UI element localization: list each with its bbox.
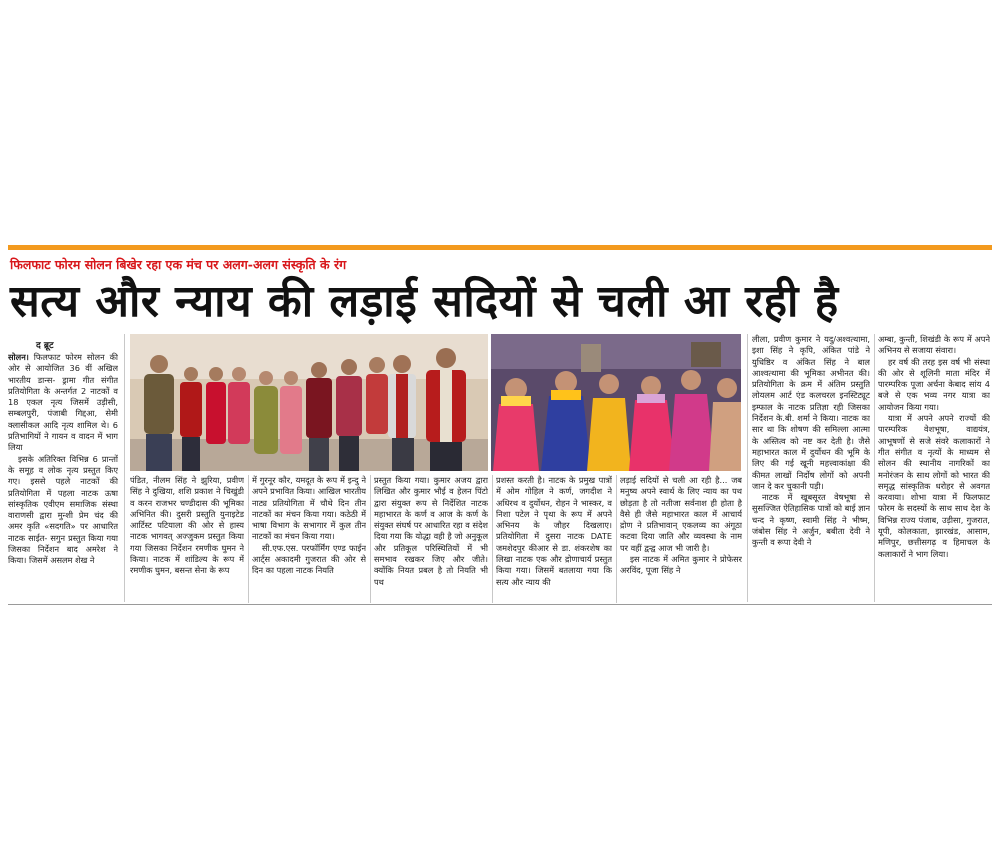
article-column-7 [752,334,870,602]
kicker: फिलफाट फोरम सोलन बिखेर रहा एक मंच पर अलग-अलग संस्कृति के रंग [10,257,347,272]
paragraph: लड़ाई सदियों से चली आ रही है... जब मनुष्य अपने स्वार्थ के लिए न्याय का पथ छोड़ता है तो नतीजा सर्वनाश ही होता है वैसे ही जैसे महाभारत काल में आचार्य द्रोण ने प्रतिभावान् एकलव्य का अंगूठा कटवा दिया जाति और व्यवस्था के नाम पर वहीं द्वन्द्व आज भी जारी है। [620,475,742,553]
byline: द ब्रूट [36,341,54,351]
paragraph: अम्बा, कुन्ती, शिखंडी के रूप में अपने अभिनय से सजाया संवारा। [878,334,990,356]
column-divider [370,475,371,603]
column-divider [248,475,249,603]
article-column-3 [252,475,366,603]
column-divider [492,475,493,603]
paragraph: इस नाटक में अमित कुमार ने प्रोफेसर अरविंद, पूजा सिंह ने [620,554,742,576]
group-photo [130,334,488,471]
headline: सत्य और न्याय की लड़ाई सदियों से चली आ रही है [10,276,839,327]
dance-performers-photo [491,334,741,471]
article-column-8 [878,334,990,602]
paragraph: प्रशस्त करती है। नाटक के प्रमुख पात्रों में ओम गोहिल ने कर्ण, जगदीश ने अधिरथ व दुर्योधन, रोहन ने भास्कर, व निशा पटेल ने पृथा के रूप में अपने अभिनय के जौहर दिखलाए। प्रतियोगिता में दुसरा नाटक DATE जमशेदपुर कीआर से डा. शंकरशेष का लिखा नाटक एक और द्रोणाचार्य प्रस्तुत किया गया। जिसमें बतलाया गया कि सत्य और न्याय की [496,475,612,587]
paragraph: इसके अतिरिक्त विभिन्न 6 प्रान्तों के समूह व लोक नृत्य प्रस्तुत किए गए। इससे पहले नाटकों की प्रतियोगिता में पहला नाटक ऊषा सांस्कृतिक एवीएम समाजिक संस्था वाराणसी द्वारा मुन्शी प्रेम चंद की अमर कृति «सदगति» पर आधारित नाटक साईत- सगुन प्रस्तुत किया गया जिसका निर्देशन बाद अमरेश ने किया। जिसमें असलम शेख ने [8,453,118,566]
section-color-bar [8,245,992,250]
paragraph: लीला, प्रवीण कुमार ने यदु/अश्वत्थामा, इशा सिंह ने कृपि, अंकित पांडे ने युधिष्ठिर व अंकित सिंह ने बाल आश्वत्थामा की भूमिका अभीनत की। प्रतियोगिता के क्रम में अंतिम प्रस्तुति लोयलम आर्ट एंड कलचरल इनस्टिट्यूट इम्फाल के नाटक प्रतिज्ञा रही जिसका निर्देशन के.बी. शर्मा ने किया। नाटक का सार था कि शोषण की समिल्ला आत्मा के अस्तित्व को नष्ट कर देती है। जैसे महाभारत काल में दुर्योधन की भूमि के लिए की गई खूनी महत्त्वाकांक्षा की कीमत लाखों निर्दोष लोगों को अपनी जान दे कर चुकानी पड़ी। [752,334,870,491]
paragraph: प्रस्तुत किया गया। कुमार अजय द्वारा लिखित और कुमार भौई व हेलन पिंटो द्वारा संयुक्त रूप से निर्देशित नाटक महाभारत के कर्ण व आज के कर्ण के संयुक्त संघर्ष पर आधारित रहा व संदेश दिया गया कि योद्धा वही है जो अनुकूल और प्रतिकूल परिस्थितियों में भी समभाव रखकर जिए और जीते। क्योंकि नियत प्रबल है तो नियति भी पथ [374,475,488,587]
paragraph: फिलफाट फोरम सोलन की ओर से आयोजित 36 वीं अखिल भारतीय डान्स- ड्रामा गीत संगीत प्रतियोगिता के अन्तर्गत 2 नाटकों व 18 एकल नृत्य जिसमें उड़ीसी, सम्बलपुरी, पंजाबी गिद्दआ, सेमी क्लासीकल आदि नृत्य शामिल थे। 6 प्रतिभागियों ने गायन व वादन में भाग लिया [8,352,118,453]
article-column-1 [8,352,118,602]
paragraph: सी.एफ.एस. परफॉर्मिंग एण्ड फाईन आर्ट्स अकादमी गुजरात की ओर से दिन का पहला नाटक नियति [252,542,366,576]
article-column-6 [620,475,742,603]
group-photo-image [130,334,488,471]
paragraph: यात्रा में अपने अपने राज्यों की पारम्परिक वेशभूषा, वाद्ययंत्र, आभूषणों से सजे संवरे कलाकारों ने गीत संगीत व नृत्यों के माध्यम से सोलन की स्थानीय नागरिकों का मनोरंजन के साथ लोगों को भारत की समृद्ध सांस्कृतिक धरोहर से अवगत करवाया। शोभा यात्रा में फिलफाट फोरम के सदस्यों के साथ साथ देश के विभिन्न राज्य पंजाब, उड़ीसा, गुजरात, यूपी, कोलकाता, झारखंड, आसाम, मणिपुर, छत्तीसगढ़ व हिमाचल के कलाकारों ने भाग लिया। [878,413,990,559]
paragraph: में गुरनूर कौर, यमदूत के रूप में इन्दु ने अपने प्रभावित किया। आखिल भारतीय नाट्य प्रतियोगिता में चौथे दिन तीन नाटकों का मंचन किया गया। कठेठी में भाषा विभाग के सभागार में कुल तीन नाटकों का मंचन किया गया। [252,475,366,542]
paragraph: नाटक में खूबसूरत वेषभूषा से सुसज्जित ऐतिहासिक पात्रों को बाई ज्ञान चन्द ने कृष्ण, स्वामी सिंह ने भीष्म, जंबोस सिंह ने अर्जुन, बबीता देवी ने कुन्ती व रूपा देवी ने [752,492,870,548]
column-divider [874,334,875,602]
dance-performers-image [491,334,741,471]
bottom-rule [8,604,992,605]
paragraph: पंडित, नीलम सिंह ने झुरिया, प्रवीण सिंह ने दुखिया, शशि प्रकाश ने चिखुंडी व करन राजभर चण्डीदास की भूमिका अभिनित की। दुसरी प्रस्तुति युनाइटेड आर्टिस्ट पटियाला की ओर से हास्य नाटक भागवत् अज्जुकम प्रस्तुत किया गया जिसका निर्देशन रमणीक घुमन ने किया। नाटक में शांडिल्य के रूप में रमणीक घुमन, बसन्त सेना के रूप [130,475,244,576]
paragraph: हर वर्ष की तरह इस वर्ष भी संस्था की ओर से शूलिनी माता मंदिर में पारम्परिक पूजा अर्चना केबाद सांय 4 बजे से एक भव्य नगर यात्रा का आयोजन किया गया। [878,356,990,412]
article-column-4 [374,475,488,603]
column-divider [124,334,125,602]
article-column-2 [130,475,244,603]
column-divider [747,334,748,602]
article-column-5 [496,475,612,603]
column-divider [616,475,617,603]
dateline: सोलन। [8,352,29,362]
